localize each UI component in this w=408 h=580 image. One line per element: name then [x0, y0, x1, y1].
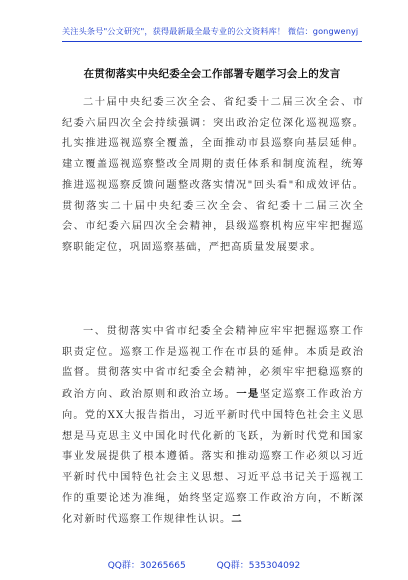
- paragraph-2-bold-marker-b: 二: [231, 513, 243, 526]
- footer-qq-group-2: QQ群：535304092: [216, 561, 301, 571]
- document-title: 在贯彻落实中央纪委全会工作部署专题学习会上的发言: [83, 68, 341, 80]
- paragraph-2-text-a: 一、贯彻落实中省市纪委全会精神应牢牢把握巡察工作职责定位。巡察工作是巡视工作在市县的延伸。本质是政治监督。贯彻落实中省市纪委全会精神，必须牢牢把稳巡察的政治方向、政治原则和政治立场。: [62, 326, 364, 401]
- footer-qq-group-1: QQ群：30265665: [107, 561, 186, 571]
- body-paragraph-1: 二十届中央纪委三次全会、省纪委十二届三次全会、市纪委六届四次全会持续强调：突出政治定位深化巡视巡察。扎实推进巡视巡察全覆盖，全面推动市县巡察向基层延伸。建立覆盖巡视巡察整改全周期的责任体系和制度流程，统筹推进巡视巡察反馈问题整改落实情况"回头看"和成效评估。贯彻落实二十届中央纪委三次全会、省纪委十二届三次全会、市纪委六届四次全会精神，县级巡察机构应牢牢把握巡察职能定位，巩固巡察基础，严把高质量发展要求。: [62, 97, 364, 253]
- paragraph-2-bold-marker-a: 一是: [236, 388, 260, 401]
- header-banner: 关注头条号"公文研究"，获得最新最全最专业的公文资料库！ 微信：gongwenyj: [62, 26, 359, 36]
- body-paragraph-2: [62, 322, 364, 531]
- footer-contacts: [0, 558, 408, 571]
- header-divider: [62, 41, 362, 42]
- paragraph-2-text-b: 坚定巡察工作政治方向。党的XX大报告指出，习近平新时代中国特色社会主义思想是马克思主义中国化时代化新的飞跃，为新时代党和国家事业发展提供了根本遵循。落实和推动巡察工作必须以习近平新时代中国特色社会主义思想、习近平总书记关于巡视工作的重要论述为准绳，始终坚定巡察工作政治方向，不断深化对新时代巡察工作规律性认识。: [62, 389, 364, 526]
